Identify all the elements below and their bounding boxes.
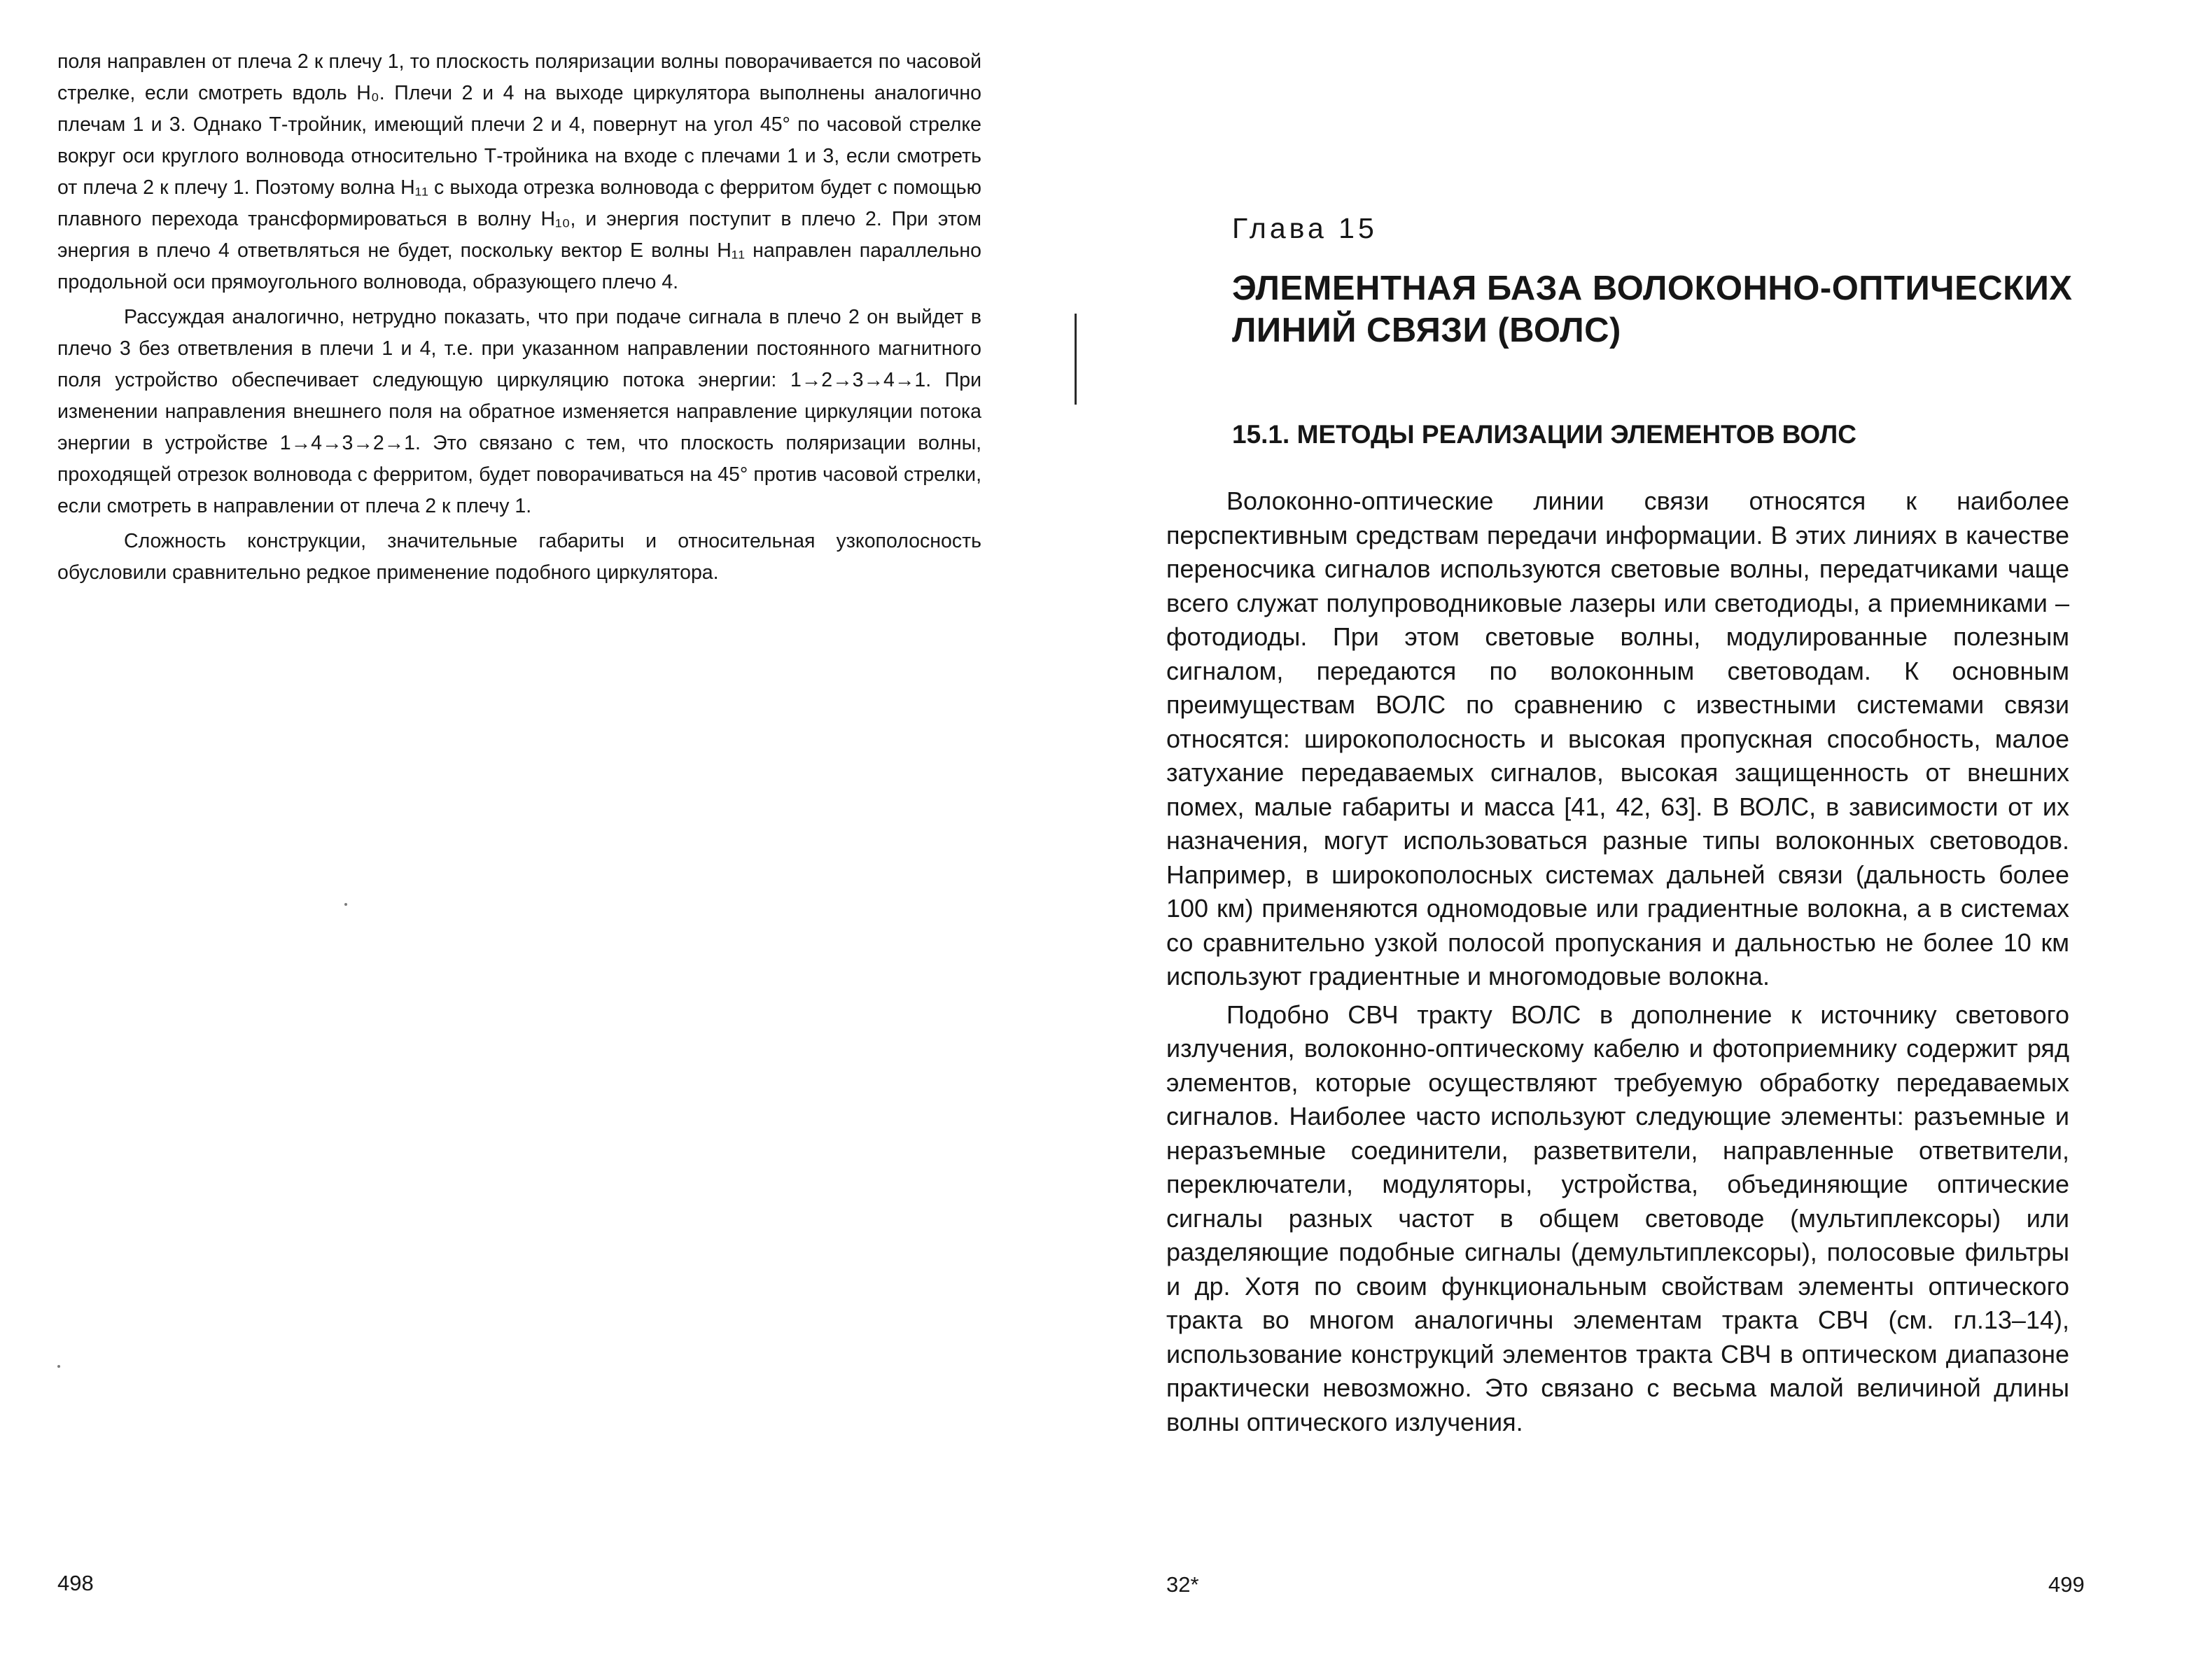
scan-margin-mark (1075, 314, 1077, 405)
left-page-body (57, 46, 981, 589)
right-page (1092, 0, 2203, 1680)
scan-speck (57, 1365, 60, 1368)
left-page (0, 0, 1092, 1680)
left-paragraph-3: Сложность конструкции, значительные габариты и относительная узкополосность обусловили сравнительно редкое применение подобного циркулятора. (57, 530, 981, 584)
left-paragraph-1: поля направлен от плеча 2 к плечу 1, то плоскость поляризации волны поворачивается по часовой стрелке, если смотреть вдоль H₀. Плечи 2 и 4 на выходе циркулятора выполнены аналогично плечам 1 и 3. Однако Т-тройник, имеющий плечи 2 и 4, повернут на угол 45° по часовой стрелке вокруг оси круглого волновода относительно Т-тройника на входе с плечами 1 и 3, если смотреть от плеча 2 к плечу 1. Поэтому волна H₁₁ с выхода отрезка волновода с ферритом будет с помощью плавного перехода трансформироваться в волну H₁₀, и энергия поступит в плечо 2. При этом энергия в плечо 4 ответвляться не будет, поскольку вектор E волны H₁₁ направлен параллельно продольной оси прямоугольного волновода, образующего плечо 4. (57, 50, 981, 293)
right-paragraph-2: Подобно СВЧ тракту ВОЛС в дополнение к источнику светового излучения, волоконно-оптическому кабелю и фотоприемнику содержит ряд элементов, которые осуществляют требуемую обработку передаваемых сигналов. Наиболее часто используют следующие элементы: разъемные и неразъемные соединители, разветвители, направленные ответвители, переключатели, модуляторы, устройства, объединяющие оптические сигналы разных частот в общем световоде (мультиплексоры) или разделяющие подобные сигналы (демультиплексоры), полосовые фильтры и др. Хотя по своим функциональным свойствам элементы оптического тракта во многом аналогичны элементам тракта СВЧ (см. гл.13–14), использование конструкций элементов тракта СВЧ в оптическом диапазоне практически невозможно. Это связано с весьма малой величиной длины волны оптического излучения. (1166, 1000, 2069, 1436)
scan-speck (344, 903, 347, 906)
page-number-right: 499 (2048, 1572, 2085, 1597)
chapter-title: ЭЛЕМЕНТНАЯ БАЗА ВОЛОКОННО-ОПТИЧЕСКИХ ЛИНИЙ СВЯЗИ (ВОЛС) (1232, 270, 2073, 349)
right-page-body (1166, 484, 2069, 1439)
left-paragraph-2: Рассуждая аналогично, нетрудно показать, что при подаче сигнала в плечо 2 он выйдет в плечо 3 без ответвления в плечи 1 и 4, т.е. при указанном направлении постоянного магнитного поля устройство обеспечивает следующую циркуляцию потока энергии: 1→2→3→4→1. При изменении направления внешнего поля на обратное изменяется направление циркуляции потока энергии в устройстве 1→4→3→2→1. Это связано с тем, что плоскость поляризации волны, проходящей отрезок волновода с ферритом, будет поворачиваться на 45° против часовой стрелки, если смотреть в направлении от плеча 2 к плечу 1. (57, 306, 981, 517)
section-title: 15.1. МЕТОДЫ РЕАЛИЗАЦИИ ЭЛЕМЕНТОВ ВОЛС (1232, 420, 1856, 449)
right-paragraph-1: Волоконно-оптические линии связи относятся к наиболее перспективным средствам передачи информации. В этих линиях в качестве переносчика сигналов используются световые волны, передатчиками чаще всего служат полупроводниковые лазеры или светодиоды, а приемниками – фотодиоды. При этом световые волны, модулированные полезным сигналом, передаются по волоконным световодам. К основным преимуществам ВОЛС по сравнению с известными системами связи относятся: широкополосность и высокая пропускная способность, малое затухание передаваемых сигналов, высокая защищенность от внешних помех, малые габариты и масса [41, 42, 63]. В ВОЛС, в зависимости от их назначения, могут использоваться разные типы волоконных световодов. Например, в широкополосных системах дальней связи (дальность более 100 км) применяются одномодовые или градиентные волокна, а в системах со сравнительно узкой полосой пропускания и дальностью не более 10 км используют градиентные и многомодовые волокна. (1166, 486, 2069, 990)
chapter-label: Глава 15 (1232, 212, 1378, 244)
page-number-left: 498 (57, 1571, 94, 1595)
signature-mark: 32* (1166, 1572, 1199, 1597)
